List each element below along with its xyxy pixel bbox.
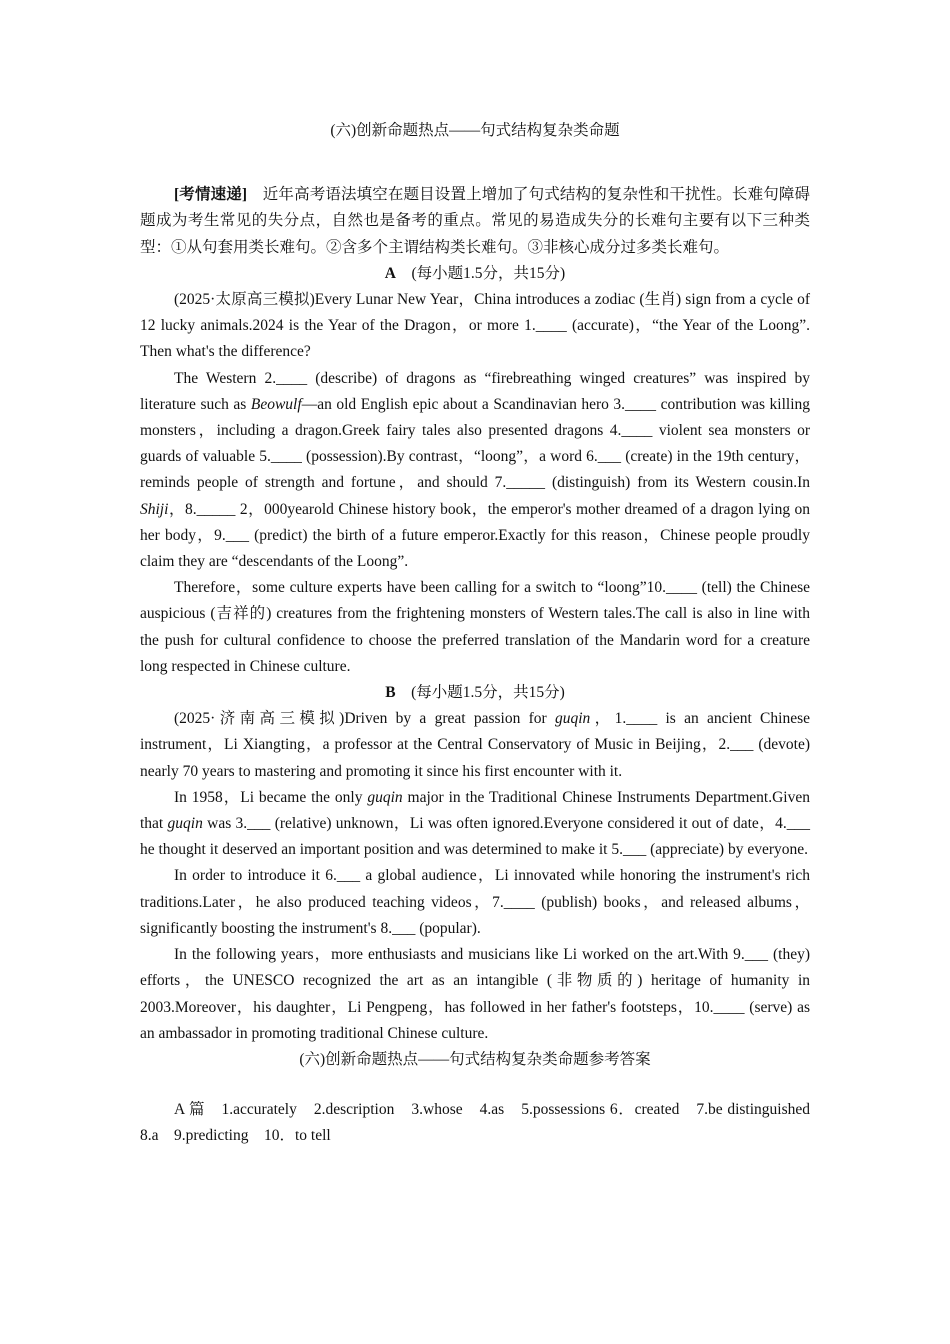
section-b-score: (每小题1.5分，共15分)	[411, 684, 565, 702]
italic-word: guqin	[554, 710, 591, 728]
italic-title: Beowulf	[250, 395, 302, 413]
section-a-paragraph-1: (2025·太原高三模拟)Every Lunar New Year，China introduces a zodiac (生肖) sign from a cycle of 12 lucky animals.2024 is the Year of the Dragon，or more 1.____ (accurate)，“the Year of the Loong”. Then what's the difference?	[140, 291, 810, 361]
intro-text: 近年高考语法填空在题目设置上增加了句式结构的复杂性和干扰性。长难句障碍题成为考生常见的失分点，自然也是备考的重点。常见的易造成失分的长难句主要有以下三种类型：①从句套用类长难句。②含多个主谓结构类长难句。③非核心成分过多类长难句。	[140, 186, 810, 256]
italic-word: guqin	[167, 815, 203, 833]
answers-title: (六)创新命题热点——句式结构复杂类命题参考答案	[299, 1050, 651, 1068]
text-run: ，8._____ 2，000yearold Chinese history book，the emperor's mother dreamed of a dragon lying on her body，9.___ (predict) the birth of a future emperor.Exactly for this reason，Chinese people proudly claim they are “descendants of the Loong”.	[140, 500, 810, 571]
italic-title: Shiji	[140, 500, 169, 518]
section-a-letter: A	[384, 264, 396, 282]
section-a-paragraph-2	[140, 366, 810, 576]
section-b-paragraph-2	[140, 785, 810, 864]
text-run: In 1958，Li became the only	[174, 788, 368, 806]
text-run: ，1.____ is an ancient Chinese instrument，Li Xiangting，a professor at the Central Conservatory of Music in Beijing，2.___ (devote) nearly 70 years to mastering and promoting it since his first encounter with it.	[140, 710, 810, 780]
section-b-heading	[140, 680, 810, 706]
section-a-score: (每小题1.5分，共15分)	[411, 264, 566, 282]
text-run: was 3.___ (relative) unknown，Li was often ignored.Everyone considered it out of date，4.___ he thought it deserved an important position and was determined to make it 5.___ (appreciate) by everyone.	[140, 815, 811, 859]
section-b-paragraph-4: In the following years，more enthusiasts and musicians like Li worked on the art.With 9.___ (they) efforts，the UNESCO recognized the art as an intangible (非物质的) heritage of humanity in 2003.Moreover，his daughter，Li Pengpeng，has followed in her father's footsteps，10.____ (serve) as an ambassador in promoting traditional Chinese culture.	[140, 946, 810, 1042]
section-b-letter: B	[385, 684, 396, 702]
intro-label: [考情速递]	[174, 186, 248, 204]
text-run: —an old English epic about a Scandinavian hero 3.____ contribution was killing monsters，including a dragon.Greek fairy tales also presented dragons 4.____ violent sea monsters or guards of valuable 5.____ (possession).By contrast，“loong”，a word 6.___ (create) in the 19th century，reminds people of strength and fortune，and should 7._____ (distinguish) from its Western cousin.In	[140, 395, 811, 492]
document-page	[140, 118, 826, 1150]
section-a-paragraph-3: Therefore，some culture experts have been calling for a switch to “loong”10.____ (tell) the Chinese auspicious (吉祥的) creatures from the frightening monsters of Western tales.The call is also in line with the push for cultural confidence to choose the preferred translation of the Mandarin word for a creature long respected in Chinese culture.	[140, 579, 810, 675]
italic-word: guqin	[367, 788, 403, 806]
section-b-paragraph-1	[140, 706, 810, 785]
text-run: The Western 2.____ (describe) of dragons as “firebreathing winged creatures” was inspired by literature such as	[140, 369, 810, 413]
section-b-paragraph-3: In order to introduce it 6.___ a global audience，Li innovated while honoring the instrument's rich traditions.Later，he also produced teaching videos，7.____ (publish) books，and released albums，significantly boosting the instrument's 8.___ (popular).	[140, 867, 810, 937]
intro-paragraph	[140, 182, 810, 261]
text-run: (2025·济南高三模拟)Driven by a great passion for	[174, 710, 555, 728]
page-title: (六)创新命题热点——句式结构复杂类命题	[330, 122, 620, 139]
section-a-heading	[140, 261, 810, 287]
text-run: major in the Traditional Chinese Instruments Department.Given that	[140, 788, 810, 833]
answers-text: A 篇 1.accurately 2.description 3.whose 4.as 5.possessions 6．created 7.be distinguished 8.a 9.predicting 10．to tell	[140, 1101, 826, 1145]
